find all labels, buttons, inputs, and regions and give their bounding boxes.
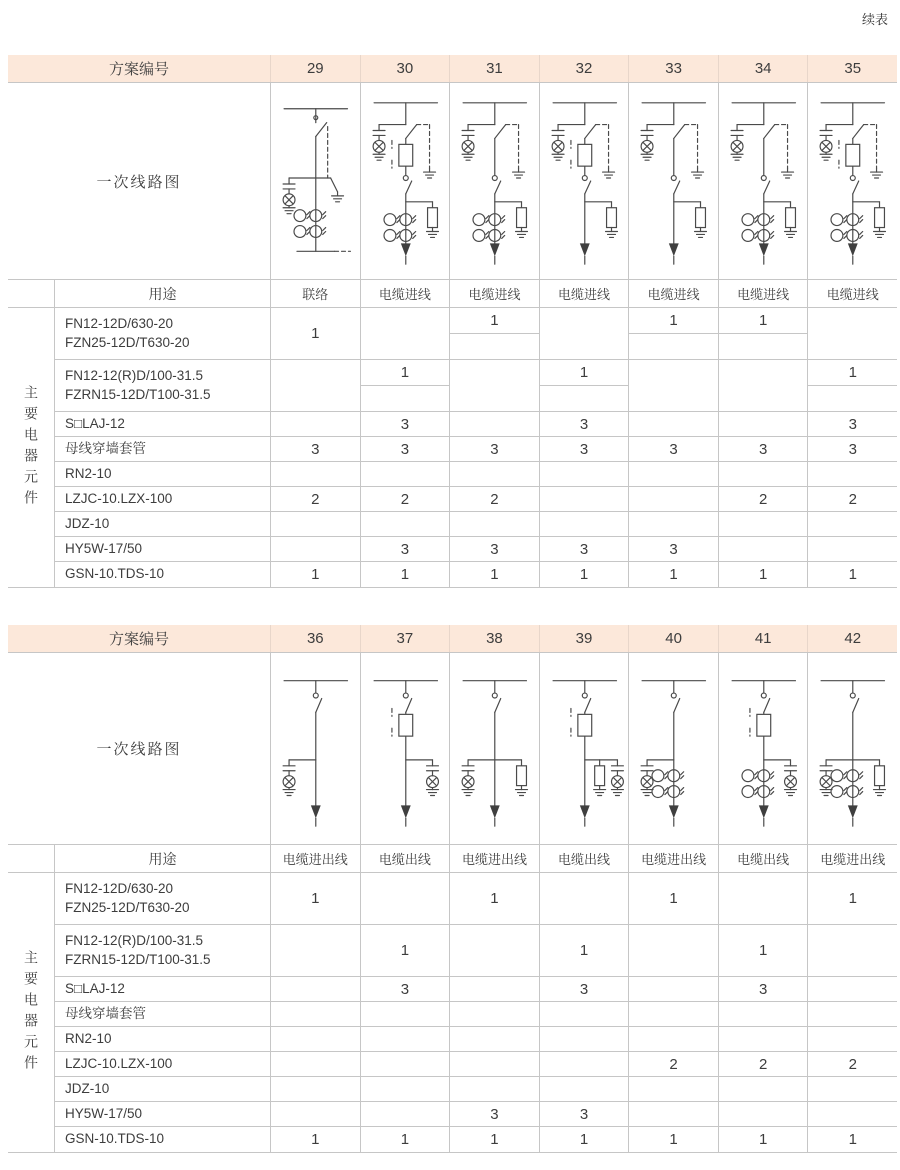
scheme-header-row [8, 625, 897, 652]
component-value-cell [628, 360, 718, 411]
component-value: 1 [719, 308, 808, 334]
one-line-diagram [808, 653, 897, 844]
component-value-cell [807, 1077, 897, 1101]
scheme-no-header-label: 方案编号 [108, 61, 169, 78]
component-value-cell [718, 1077, 808, 1101]
component-value-empty [450, 334, 539, 359]
component-value-empty [361, 386, 450, 411]
one-line-diagram [450, 83, 539, 279]
component-value-cell: 2 [628, 1052, 718, 1076]
component-value-cell [360, 873, 450, 924]
diagram-cell [449, 83, 539, 279]
scheme-number: 37 [360, 625, 450, 652]
one-line-diagram [450, 653, 539, 844]
component-value-cell: 1 [449, 562, 539, 587]
one-line-diagram [719, 83, 808, 279]
diagram-cell [539, 83, 629, 279]
component-label [55, 1077, 270, 1101]
component-value-cell [449, 512, 539, 536]
usage-row-label: 用途 [148, 850, 177, 867]
component-value-cell: 3 [807, 437, 897, 461]
component-value-cell [449, 1002, 539, 1026]
component-value-cell [807, 308, 897, 359]
component-value-cell: 3 [360, 412, 450, 436]
diagram-row [8, 652, 897, 845]
component-value-cell: 3 [539, 412, 629, 436]
component-value: 1 [450, 308, 539, 334]
scheme-number: 41 [718, 625, 808, 652]
component-label-line: FZRN15-12D/T100-31.5 [65, 951, 211, 967]
usage-strip-spacer [8, 845, 55, 872]
component-value-cell: 3 [449, 437, 539, 461]
component-value-cell [360, 1077, 450, 1101]
component-row [55, 512, 897, 537]
component-value-cell [270, 977, 360, 1001]
component-value-cell [539, 1052, 629, 1076]
component-value-cell [360, 1102, 450, 1126]
component-value-cell: 1 [807, 873, 897, 924]
component-label [55, 925, 270, 976]
component-value-empty [719, 334, 808, 359]
scheme-table-36-42 [8, 625, 897, 1153]
component-value-cell [628, 1102, 718, 1126]
component-value-cell: 1 [628, 562, 718, 587]
component-value-cell [628, 308, 718, 359]
component-value-cell [628, 977, 718, 1001]
component-label-line: FZN25-12D/T630-20 [65, 334, 190, 350]
one-line-diagram [271, 83, 360, 279]
component-value-cell: 3 [449, 1102, 539, 1126]
usage-cell: 电缆进线 [360, 280, 450, 307]
component-label-line: 母线穿墙套管 [65, 1005, 146, 1021]
component-value-cell [360, 360, 450, 411]
component-value-cell: 1 [270, 308, 360, 359]
one-line-diagram [540, 653, 629, 844]
component-value-cell [539, 1027, 629, 1051]
component-value-cell [449, 1027, 539, 1051]
diagram-cell [360, 653, 450, 844]
component-value-cell [718, 512, 808, 536]
diagram-cell [270, 83, 360, 279]
component-value-cell [807, 537, 897, 561]
component-label [55, 1002, 270, 1026]
usage-cell: 电缆进线 [807, 280, 897, 307]
component-value-cell: 1 [628, 873, 718, 924]
component-value-cell [270, 1077, 360, 1101]
component-value: 1 [629, 308, 718, 334]
component-label-line: JDZ-10 [65, 1080, 110, 1096]
component-label-line: HY5W-17/50 [65, 1105, 143, 1121]
component-value-cell [539, 873, 629, 924]
component-value-cell: 3 [718, 437, 808, 461]
diagram-cell [270, 653, 360, 844]
component-value-cell [807, 925, 897, 976]
component-value-cell: 3 [628, 537, 718, 561]
usage-cell: 电缆进出线 [270, 845, 360, 872]
component-value-cell: 2 [449, 487, 539, 511]
component-label-line: GSN-10.TDS-10 [65, 566, 165, 582]
components-vertical-label: 主要电器元件 [23, 384, 39, 511]
usage-cell: 电缆出线 [539, 845, 629, 872]
diagram-cell [360, 83, 450, 279]
component-value-cell [718, 1002, 808, 1026]
component-row [55, 873, 897, 925]
component-row [55, 1077, 897, 1102]
component-value-cell [270, 360, 360, 411]
component-value-cell: 1 [807, 1127, 897, 1152]
component-value-cell: 2 [807, 487, 897, 511]
component-label-line: FZRN15-12D/T100-31.5 [65, 386, 211, 402]
component-value-cell [270, 1002, 360, 1026]
component-value-cell [360, 462, 450, 486]
component-value-cell [718, 412, 808, 436]
component-value-cell [628, 412, 718, 436]
usage-cell: 电缆进出线 [628, 845, 718, 872]
component-label-line: LZJC-10.LZX-100 [65, 490, 173, 506]
component-value-cell: 1 [539, 562, 629, 587]
components-block [8, 873, 897, 1152]
diagram-row [8, 82, 897, 280]
scheme-number: 33 [628, 55, 718, 82]
component-value-cell [360, 1002, 450, 1026]
component-label-line: RN2-10 [65, 465, 112, 481]
component-value: 1 [540, 360, 629, 386]
component-value: 1 [808, 360, 897, 386]
component-value-cell [449, 462, 539, 486]
component-value-cell [270, 462, 360, 486]
component-label-line: FN12-12(R)D/100-31.5 [65, 933, 204, 949]
usage-cell: 电缆出线 [360, 845, 450, 872]
usage-cell: 电缆进出线 [449, 845, 539, 872]
component-value-cell [539, 1002, 629, 1026]
component-row [55, 360, 897, 412]
component-label-line: GSN-10.TDS-10 [65, 1131, 165, 1147]
component-value-cell [807, 512, 897, 536]
components-vertical-label-cell [8, 873, 55, 1152]
component-value-cell: 3 [807, 412, 897, 436]
one-line-diagram [540, 83, 629, 279]
component-label-line: FZN25-12D/T630-20 [65, 899, 190, 915]
component-value-cell: 2 [807, 1052, 897, 1076]
component-value-cell [449, 360, 539, 411]
continued-table-label: 续表 [861, 12, 888, 27]
component-value-empty [808, 386, 897, 411]
component-value: 1 [361, 360, 450, 386]
scheme-number: 36 [270, 625, 360, 652]
component-row [55, 1002, 897, 1027]
component-label [55, 1127, 270, 1152]
component-value-cell: 1 [360, 1127, 450, 1152]
component-row [55, 487, 897, 512]
component-value-cell [628, 462, 718, 486]
component-label-line: RN2-10 [65, 1030, 112, 1046]
component-row [55, 1052, 897, 1077]
usage-row-label: 用途 [148, 285, 177, 302]
component-value-cell [360, 308, 450, 359]
component-value-cell: 1 [270, 1127, 360, 1152]
component-label [55, 1102, 270, 1126]
usage-row [8, 845, 897, 873]
component-value-cell [718, 873, 808, 924]
component-value-cell [270, 1027, 360, 1051]
component-value-cell: 3 [449, 537, 539, 561]
component-label-line: HY5W-17/50 [65, 540, 143, 556]
scheme-number: 38 [449, 625, 539, 652]
component-value-cell: 2 [718, 1052, 808, 1076]
component-value-cell [539, 308, 629, 359]
component-value-cell [628, 1002, 718, 1026]
diagram-cell [449, 653, 539, 844]
component-value-cell: 3 [539, 977, 629, 1001]
scheme-number: 32 [539, 55, 629, 82]
component-row [55, 925, 897, 977]
component-label [55, 412, 270, 436]
component-value-cell: 2 [270, 487, 360, 511]
component-value-cell: 1 [539, 925, 629, 976]
component-value-cell [718, 462, 808, 486]
component-label [55, 512, 270, 536]
component-value-cell [807, 977, 897, 1001]
usage-cell: 电缆出线 [718, 845, 808, 872]
component-value-cell [449, 1052, 539, 1076]
component-row [55, 462, 897, 487]
component-value-cell: 2 [718, 487, 808, 511]
one-line-diagram [361, 83, 450, 279]
component-value-empty [540, 386, 629, 411]
component-value-cell: 3 [539, 1102, 629, 1126]
component-value-cell: 2 [360, 487, 450, 511]
diagram-cell [539, 653, 629, 844]
component-label [55, 873, 270, 924]
usage-cell: 电缆进出线 [807, 845, 897, 872]
diagram-cell [718, 653, 808, 844]
component-value-cell: 1 [628, 1127, 718, 1152]
component-value-cell [449, 925, 539, 976]
component-value-cell: 3 [360, 977, 450, 1001]
component-label [55, 537, 270, 561]
component-value-cell [628, 512, 718, 536]
component-value-cell [449, 412, 539, 436]
diagram-row-label: 一次线路图 [96, 173, 182, 191]
component-value-cell [807, 1002, 897, 1026]
component-value-cell [270, 512, 360, 536]
component-value-cell [539, 1077, 629, 1101]
component-rows [55, 873, 897, 1152]
component-value-cell [807, 1102, 897, 1126]
component-value-cell [539, 487, 629, 511]
component-value-cell: 3 [718, 977, 808, 1001]
component-row [55, 537, 897, 562]
scheme-number: 34 [718, 55, 808, 82]
one-line-diagram [271, 653, 360, 844]
component-row [55, 412, 897, 437]
component-label [55, 437, 270, 461]
scheme-number: 39 [539, 625, 629, 652]
component-value-empty [629, 334, 718, 359]
component-row [55, 1027, 897, 1052]
component-label-line: 母线穿墙套管 [65, 440, 146, 456]
component-value-cell: 1 [270, 562, 360, 587]
component-label [55, 562, 270, 587]
components-block [8, 308, 897, 587]
component-value-cell: 3 [539, 537, 629, 561]
usage-row [8, 280, 897, 308]
component-value-cell: 1 [360, 925, 450, 976]
component-value-cell [628, 1027, 718, 1051]
component-rows [55, 308, 897, 587]
component-value-cell: 1 [718, 1127, 808, 1152]
component-value-cell: 1 [449, 873, 539, 924]
component-label-line: LZJC-10.LZX-100 [65, 1055, 173, 1071]
component-label-line: FN12-12D/630-20 [65, 316, 174, 332]
component-value-cell [628, 1077, 718, 1101]
component-value-cell [807, 462, 897, 486]
usage-cell: 电缆进线 [449, 280, 539, 307]
component-row [55, 977, 897, 1002]
component-label [55, 487, 270, 511]
one-line-diagram [629, 653, 718, 844]
diagram-cell [807, 83, 897, 279]
one-line-diagram [361, 653, 450, 844]
scheme-number: 30 [360, 55, 450, 82]
diagram-cell [807, 653, 897, 844]
component-value-cell [628, 925, 718, 976]
component-value-cell [718, 1027, 808, 1051]
component-value-cell: 1 [449, 1127, 539, 1152]
scheme-number: 42 [807, 625, 897, 652]
component-label [55, 360, 270, 411]
component-value-cell [449, 308, 539, 359]
scheme-no-header-label: 方案编号 [108, 631, 169, 648]
component-value-cell [718, 537, 808, 561]
components-vertical-label-cell [8, 308, 55, 587]
diagram-cell [628, 653, 718, 844]
component-value-cell [449, 1077, 539, 1101]
component-row [55, 1102, 897, 1127]
scheme-number: 40 [628, 625, 718, 652]
component-value-cell [270, 1102, 360, 1126]
component-value-cell [270, 1052, 360, 1076]
component-row [55, 308, 897, 360]
component-label [55, 308, 270, 359]
component-label [55, 977, 270, 1001]
diagram-row-label: 一次线路图 [96, 741, 182, 758]
component-value-cell [718, 360, 808, 411]
component-value-cell: 1 [718, 562, 808, 587]
component-value-cell [718, 1102, 808, 1126]
component-value-cell: 3 [628, 437, 718, 461]
scheme-number: 29 [270, 55, 360, 82]
component-label-line: FN12-12D/630-20 [65, 881, 174, 897]
component-value-cell [628, 487, 718, 511]
component-value-cell: 1 [270, 873, 360, 924]
component-label [55, 1027, 270, 1051]
component-value-cell [360, 1052, 450, 1076]
component-value-cell: 3 [539, 437, 629, 461]
component-label-line: JDZ-10 [65, 515, 110, 531]
scheme-number: 35 [807, 55, 897, 82]
component-value-cell [539, 360, 629, 411]
usage-strip-spacer [8, 280, 55, 307]
one-line-diagram [808, 83, 897, 279]
component-value-cell [270, 925, 360, 976]
component-value-cell [807, 1027, 897, 1051]
scheme-table-29-35 [8, 55, 897, 588]
component-value-cell: 1 [807, 562, 897, 587]
usage-cell: 电缆进线 [718, 280, 808, 307]
component-value-cell [270, 412, 360, 436]
component-value-cell: 3 [360, 437, 450, 461]
diagram-cell [718, 83, 808, 279]
component-value-cell [539, 462, 629, 486]
component-row [55, 437, 897, 462]
usage-cell: 电缆进线 [628, 280, 718, 307]
component-value-cell [718, 308, 808, 359]
one-line-diagram [629, 83, 718, 279]
component-value-cell: 1 [718, 925, 808, 976]
component-value-cell: 3 [270, 437, 360, 461]
component-label [55, 1052, 270, 1076]
component-row [55, 562, 897, 587]
usage-cell: 电缆进线 [539, 280, 629, 307]
component-value-cell [270, 537, 360, 561]
component-value-cell: 1 [539, 1127, 629, 1152]
component-row [55, 1127, 897, 1152]
component-value-cell: 1 [360, 562, 450, 587]
component-label-line: S□LAJ-12 [65, 415, 125, 431]
components-vertical-label: 主要电器元件 [23, 949, 39, 1076]
usage-cell: 联络 [270, 280, 360, 307]
component-label-line: FN12-12(R)D/100-31.5 [65, 368, 204, 384]
component-label-line: S□LAJ-12 [65, 980, 125, 996]
component-label [55, 462, 270, 486]
component-value-cell [360, 1027, 450, 1051]
one-line-diagram [719, 653, 808, 844]
component-value-cell: 3 [360, 537, 450, 561]
diagram-cell [628, 83, 718, 279]
scheme-header-row [8, 55, 897, 82]
component-value-cell [360, 512, 450, 536]
component-value-cell [539, 512, 629, 536]
component-value-cell [449, 977, 539, 1001]
component-value-cell [807, 360, 897, 411]
scheme-number: 31 [449, 55, 539, 82]
